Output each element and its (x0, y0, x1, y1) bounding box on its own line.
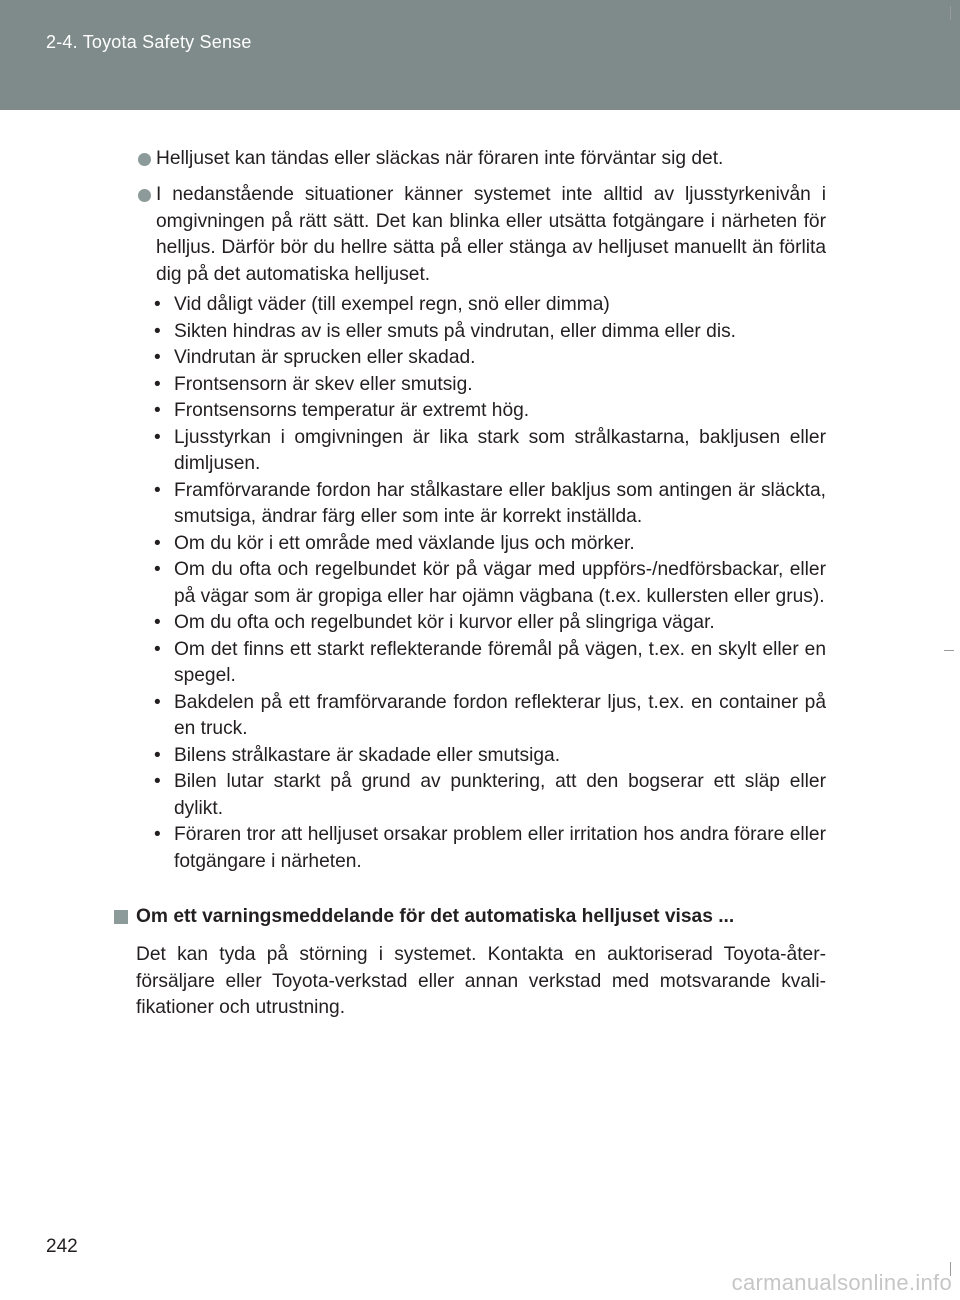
circle-bullet-icon (138, 153, 151, 166)
list-item: • Föraren tror att helljuset orsakar problem eller irritation hos andra förare eller fotgängare i närheten. (154, 822, 826, 875)
circle-bullet-icon (138, 189, 151, 202)
crop-mark-top (950, 6, 951, 20)
list-item: • Frontsensorns temperatur är extremt hög. (154, 398, 826, 425)
list-item: • Ljusstyrkan i omgivningen är lika stark som strålkastarna, bakljusen eller dimljusen. (154, 425, 826, 478)
list-item: • Om du kör i ett område med växlande ljus och mörker. (154, 531, 826, 558)
list-item: • Vid dåligt väder (till exempel regn, snö eller dimma) (154, 292, 826, 319)
note-item (156, 182, 826, 288)
list-item: • Frontsensorn är skev eller smutsig. (154, 372, 826, 399)
list-item: • Sikten hindras av is eller smuts på vindrutan, eller dimma eller dis. (154, 319, 826, 346)
warning-heading (136, 904, 836, 931)
list-item: • Bilen lutar starkt på grund av punktering, att den bogserar ett släp eller dylikt. (154, 769, 826, 822)
watermark: carmanualsonline.info (731, 1270, 952, 1295)
crop-mark-middle (944, 650, 954, 651)
list-item: • Framförvarande fordon har stålkastare eller bakljus som antingen är släckta, smutsiga, ändrar färg eller som inte är korrekt inställda. (154, 478, 826, 531)
situation-list (154, 292, 826, 875)
list-item: • Om du ofta och regelbundet kör i kurvor eller på slingriga vägar. (154, 610, 826, 637)
section-title: 2-4. Toyota Safety Sense (46, 32, 252, 52)
warning-heading-text: Om ett varningsmeddelande för det automatiska helljuset visas ... (136, 906, 735, 927)
list-item: • Bakdelen på ett framförvarande fordon reflekterar ljus, t.ex. en container på en truck. (154, 690, 826, 743)
section-header-band (0, 0, 960, 110)
note-text: I nedanstående situationer känner systemet inte alltid av ljusstyrkenivån i omgivningen på rätt sätt. Det kan blinka eller utsätta fotgängare i närheten för helljus. Därför bör du hellre sätta på eller stänga av helljuset manuellt än förlita dig på det automatiska helljuset. (156, 184, 826, 285)
note-text: Helljuset kan tändas eller släckas när föraren inte förväntar sig det. (156, 148, 724, 169)
list-item: • Om du ofta och regelbundet kör på vägar med uppförs-/nedförsbackar, eller på vägar som är gropiga eller har ojämn vägbana (t.ex. kullersten eller grus). (154, 557, 826, 610)
square-bullet-icon (114, 910, 128, 924)
page-number: 242 (46, 1236, 78, 1257)
list-item: • Bilens strålkastare är skadade eller smutsiga. (154, 743, 826, 770)
list-item: • Om det finns ett starkt reflekterande föremål på vägen, t.ex. en skylt eller en spegel. (154, 637, 826, 690)
warning-body: Det kan tyda på störning i systemet. Kontakta en auktoriserad Toyota-åter-försäljare eller Toyota-verkstad eller annan verkstad med motsvarande kvali-fikationer och utrustning. (136, 944, 826, 1018)
note-item (156, 146, 826, 173)
list-item: • Vindrutan är sprucken eller skadad. (154, 345, 826, 372)
